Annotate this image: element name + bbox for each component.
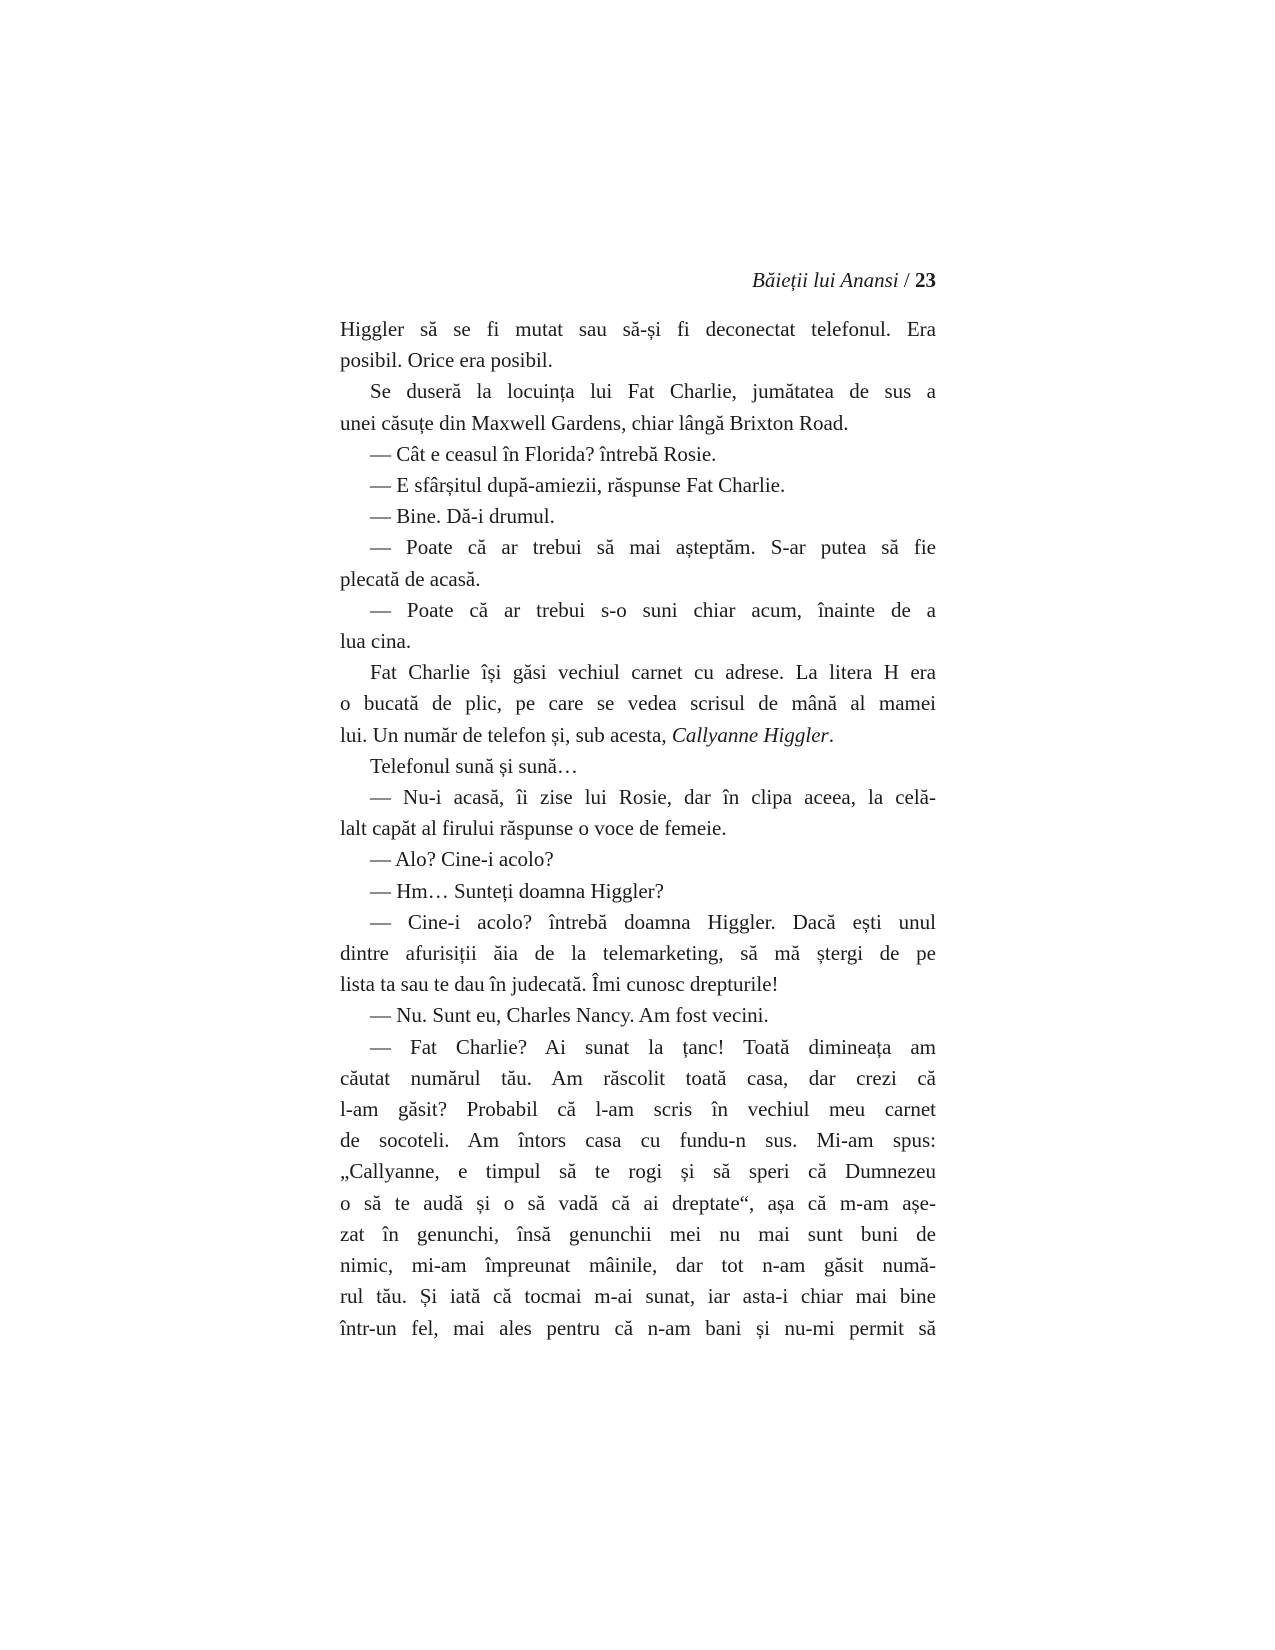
text-line: o bucată de plic, pe care se vedea scrisul de mână al mamei <box>340 691 936 716</box>
text-line: într-un fel, mai ales pentru că n-am bani și nu-mi permit să <box>340 1315 936 1340</box>
text-line: plecată de acasă. <box>340 566 481 591</box>
running-header-separator: / <box>898 268 915 292</box>
text-line: rul tău. Și iată că tocmai m-ai sunat, iar asta-i chiar mai bine <box>340 1284 936 1309</box>
running-header-page-number: 23 <box>915 268 936 292</box>
text-line: o să te audă și o să vadă că ai dreptate“, așa că m-am așe- <box>340 1190 936 1215</box>
page-text <box>340 314 936 1344</box>
text-line: posibil. Orice era posibil. <box>340 348 553 373</box>
text-line: dintre afurisiții ăia de la telemarketing, să mă ștergi de pe <box>340 941 936 966</box>
text-line: Fat Charlie își găsi vechiul carnet cu adrese. La litera H era <box>370 660 936 685</box>
text-line: — Poate că ar trebui s-o suni chiar acum, înainte de a <box>370 597 936 622</box>
text-line: de socoteli. Am întors casa cu fundu-n sus. Mi-am spus: <box>340 1128 936 1153</box>
text-line: lua cina. <box>340 629 412 654</box>
text-area <box>340 268 936 1344</box>
text-line: l-am găsit? Probabil că l-am scris în vechiul meu carnet <box>340 1097 936 1122</box>
text-line: zat în genunchi, însă genunchii mei nu mai sunt buni de <box>340 1221 936 1246</box>
text-line: Se duseră la locuința lui Fat Charlie, jumătatea de sus a <box>370 379 936 404</box>
text-line: lista ta sau te dau în judecată. Îmi cunosc drepturile! <box>340 972 779 997</box>
text-line: Telefonul sună și sună… <box>370 753 578 778</box>
running-header <box>340 268 936 292</box>
text-line: unei căsuțe din Maxwell Gardens, chiar lângă Brixton Road. <box>340 410 849 435</box>
text-line: — E sfârșitul după-amiezii, răspunse Fat Charlie. <box>370 473 786 498</box>
text-line: — Bine. Dă-i drumul. <box>370 504 555 529</box>
text-line: căutat numărul tău. Am răscolit toată casa, dar crezi că <box>340 1065 936 1090</box>
text-line: nimic, mi-am împreunat mâinile, dar tot n-am găsit numă- <box>340 1253 936 1278</box>
running-header-book-title: Băieții lui Anansi <box>752 268 899 292</box>
text-line: — Nu-i acasă, îi zise lui Rosie, dar în clipa aceea, la celă- <box>370 785 936 810</box>
text-line: — Fat Charlie? Ai sunat la țanc! Toată dimineața am <box>370 1034 936 1059</box>
text-line: — Alo? Cine-i acolo? <box>370 847 554 872</box>
text-line: — Poate că ar trebui să mai așteptăm. S-ar putea să fie <box>370 535 936 560</box>
text-line: „Callyanne, e timpul să te rogi și să speri că Dumnezeu <box>340 1159 936 1184</box>
text-line: — Cât e ceasul în Florida? întrebă Rosie. <box>370 441 717 466</box>
text-line: — Nu. Sunt eu, Charles Nancy. Am fost vecini. <box>370 1003 769 1028</box>
text-line: Higgler să se fi mutat sau să-și fi deconectat telefonul. Era <box>340 317 936 341</box>
text-line: lalt capăt al firului răspunse o voce de femeie. <box>340 816 727 841</box>
text-line: — Hm… Sunteți doamna Higgler? <box>370 878 664 903</box>
text-line: — Cine-i acolo? întrebă doamna Higgler. Dacă ești unul <box>370 909 936 934</box>
text-line: lui. Un număr de telefon și, sub acesta, Callyanne Higgler. <box>340 722 834 747</box>
